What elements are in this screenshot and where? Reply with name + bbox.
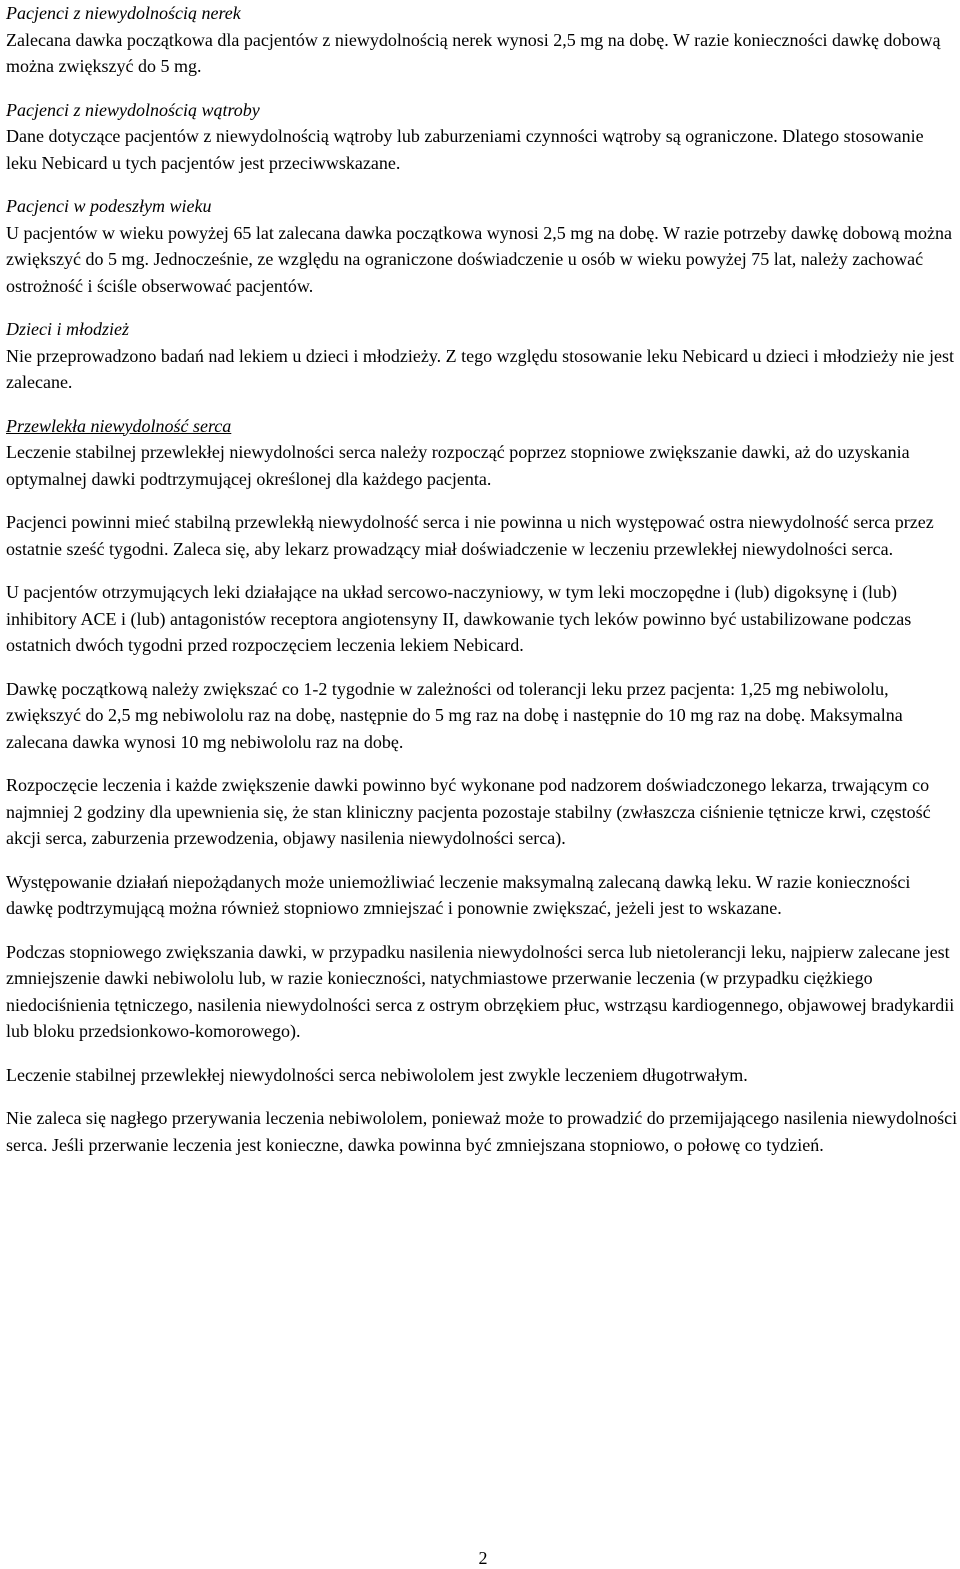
paragraph: Podczas stopniowego zwiększania dawki, w przypadku nasilenia niewydolności serca lub nietolerancji leku, najpierw zalecane jest zmniejszenie dawki nebiwololu lub, w razie konieczności, natychmiastowe przerwanie leczenia (w przypadku ciężkiego niedociśnienia tętniczego, nasilenia niewydolności serca z ostrym obrzękiem płuc, wstrząsu kardiogennego, objawowej bradykardii lub bloku przedsionkowo-komorowego).: [6, 941, 955, 1041]
paragraph: Leczenie stabilnej przewlekłej niewydolności serca należy rozpocząć poprzez stopniowe zwiększanie dawki, aż do uzyskania optymalnej dawki podtrzymującej określonej dla każdego pacjenta.: [6, 442, 910, 489]
paragraph-block: [6, 579, 958, 659]
section-heading: Pacjenci w podeszłym wieku: [6, 196, 212, 216]
paragraph: Dawkę początkową należy zwiększać co 1-2 tygodnie w zależności od tolerancji leku przez pacjenta: 1,25 mg nebiwololu, zwiększyć do 2,5 mg nebiwololu raz na dobę, następnie do 5 mg raz na dobę i następnie do 10 mg raz na dobę. Maksymalna zalecana dawka wynosi 10 mg nebiwololu raz na dobę.: [6, 678, 903, 752]
section-renal: [6, 0, 958, 80]
paragraph-block: [6, 1105, 958, 1158]
paragraph-block: [6, 772, 958, 852]
paragraph-block: [6, 869, 958, 922]
paragraph: Zalecana dawka początkowa dla pacjentów z niewydolnością nerek wynosi 2,5 mg na dobę. W razie konieczności dawkę dobową można zwiększyć do 5 mg.: [6, 29, 941, 76]
section-children: [6, 316, 958, 396]
paragraph-block: [6, 939, 958, 1045]
paragraph: U pacjentów w wieku powyżej 65 lat zalecana dawka początkowa wynosi 2,5 mg na dobę. W razie potrzeby dawkę dobową można zwiększyć do 5 mg. Jednocześnie, ze względu na ograniczone doświadczenie u osób w wieku powyżej 75 lat, należy zachować ostrożność i ściśle obserwować pacjentów.: [6, 222, 953, 296]
section-heading: Przewlekła niewydolność serca: [6, 415, 232, 436]
paragraph: Nie przeprowadzono badań nad lekiem u dzieci i młodzieży. Z tego względu stosowanie leku Nebicard u dzieci i młodzieży nie jest zalecane.: [6, 345, 954, 392]
paragraph-block: [6, 676, 958, 756]
paragraph: Występowanie działań niepożądanych może uniemożliwiać leczenie maksymalną zalecaną dawką leku. W razie konieczności dawkę podtrzymującą można również stopniowo zmniejszać i ponownie zwiększać, jeżeli jest to wskazane.: [6, 871, 911, 918]
paragraph: Nie zaleca się nagłego przerywania leczenia nebiwololem, ponieważ może to prowadzić do przemijającego nasilenia niewydolności serca. Jeśli przerwanie leczenia jest konieczne, dawka powinna być zmniejszana stopniowo, o połowę co tydzień.: [6, 1108, 958, 1155]
section-heading: Pacjenci z niewydolnością nerek: [6, 3, 241, 23]
section-elderly: [6, 193, 958, 299]
document-page: [6, 0, 958, 1175]
paragraph: Leczenie stabilnej przewlekłej niewydolności serca nebiwololem jest zwykle leczeniem długotrwałym.: [6, 1064, 748, 1085]
paragraph: Pacjenci powinni mieć stabilną przewlekłą niewydolność serca i nie powinna u nich występować ostra niewydolność serca przez ostatnie sześć tygodni. Zaleca się, aby lekarz prowadzący miał doświadczenie w leczeniu przewlekłej niewydolności serca.: [6, 512, 934, 559]
section-heading: Dzieci i młodzież: [6, 319, 129, 339]
paragraph-block: [6, 509, 958, 562]
paragraph-block: [6, 1062, 958, 1089]
paragraph: Dane dotyczące pacjentów z niewydolnością wątroby lub zaburzeniami czynności wątroby są ograniczone. Dlatego stosowanie leku Nebicard u tych pacjentów jest przeciwwskazane.: [6, 126, 924, 173]
section-heading: Pacjenci z niewydolnością wątroby: [6, 99, 260, 120]
paragraph: U pacjentów otrzymujących leki działające na układ sercowo-naczyniowy, w tym leki moczopędne i (lub) digoksynę i (lub) inhibitory ACE i (lub) antagonistów receptora angiotensyny II, dawkowanie tych leków powinno być ustabilizowane podczas ostatnich dwóch tygodni przed rozpoczęciem leczenia lekiem Nebicard.: [6, 582, 912, 655]
page-number: 2: [478, 1548, 488, 1568]
section-hepatic: [6, 97, 958, 177]
section-chronic-heart-failure: [6, 413, 958, 493]
paragraph: Rozpoczęcie leczenia i każde zwiększenie dawki powinno być wykonane pod nadzorem doświadczonego lekarza, trwającym co najmniej 2 godziny dla upewnienia się, że stan kliniczny pacjenta pozostaje stabilny (zwłaszcza ciśnienie tętnicze krwi, częstość akcji serca, zaburzenia przewodzenia, objawy nasilenia niewydolności serca).: [6, 775, 931, 848]
